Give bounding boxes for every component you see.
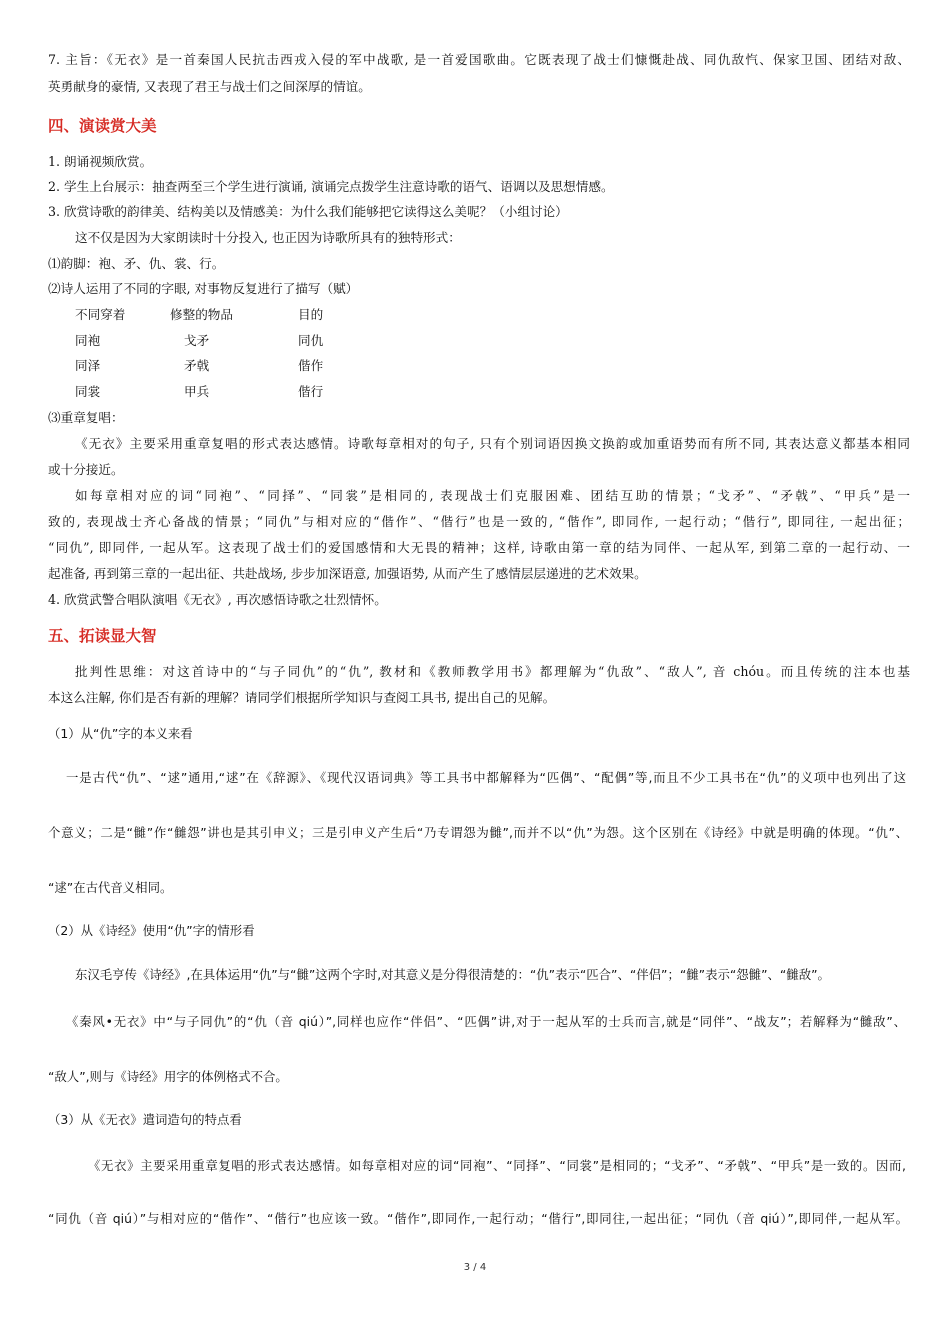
repetition-intro: ⑵诗人运用了不同的字眼, 对事物反复进行了描写（赋） bbox=[48, 281, 359, 296]
point-3-title: （3）从《无衣》遣词造句的特点看 bbox=[48, 1112, 242, 1127]
section-4-item-2: 2. 学生上台展示：抽查两至三个学生进行演诵, 演诵完点拨学生注意诗歌的语气、语调以及思想情感。 bbox=[48, 179, 614, 194]
refrain-paragraph-2-line-2: 致的, 表现战士齐心备战的情景；“同仇”与相对应的“偕作”、“偕行”也是一致的, “偕作”, 即同作, 一起行动；“偕行”, 即同往, 一起出征； bbox=[48, 514, 910, 529]
table-cell: 同裳 bbox=[75, 384, 101, 399]
theme-paragraph-line-2: 英勇献身的豪情, 又表现了君王与战士们之间深厚的情谊。 bbox=[48, 79, 371, 94]
table-header-clothing: 不同穿着 bbox=[75, 307, 126, 322]
point-1-line-3: “逑”在古代音义相同。 bbox=[48, 880, 173, 895]
refrain-paragraph-1-line-2: 或十分接近。 bbox=[48, 462, 124, 477]
rhyme-line: ⑴韵脚：袍、矛、仇、裳、行。 bbox=[48, 256, 225, 271]
table-cell: 同袍 bbox=[75, 333, 101, 348]
point-2-title: （2）从《诗经》使用“仇”字的情形看 bbox=[48, 923, 255, 938]
section-4-heading: 四、演读赏大美 bbox=[48, 117, 157, 135]
table-cell: 偕行 bbox=[298, 384, 324, 399]
section-4-form-intro: 这不仅是因为大家朗读时十分投入, 也正因为诗歌所具有的独特形式： bbox=[75, 230, 461, 245]
point-2-line-3: “敌人”,则与《诗经》用字的体例格式不合。 bbox=[48, 1069, 288, 1084]
table-header-items: 修整的物品 bbox=[170, 307, 233, 322]
table-cell: 偕作 bbox=[298, 358, 324, 373]
table-header-purpose: 目的 bbox=[298, 307, 324, 322]
refrain-title: ⑶重章复唱： bbox=[48, 410, 124, 425]
refrain-paragraph-2-line-1: 如每章相对应的词“同袍”、“同择”、“同裳”是相同的, 表现战士们克服困难、团结互助的情景；“戈矛”、“矛戟”、“甲兵”是一 bbox=[75, 488, 910, 503]
section-4-item-1: 1. 朗诵视频欣赏。 bbox=[48, 154, 153, 169]
table-cell: 戈矛 bbox=[184, 333, 210, 348]
section-4-item-4: 4. 欣赏武警合唱队演唱《无衣》, 再次感悟诗歌之壮烈情怀。 bbox=[48, 592, 387, 607]
point-3-line-1: 《无衣》主要采用重章复唱的形式表达感情。如每章相对应的词“同袍”、“同择”、“同裳”是相同的；“戈矛”、“矛戟”、“甲兵”是一致的。因而, bbox=[88, 1158, 906, 1173]
critical-thinking-line-1: 批判性思维：对这首诗中的“与子同仇”的“仇”, 教材和《教师教学用书》都理解为“仇敌”、“敌人”, 音 chóu。而且传统的注本也基 bbox=[75, 664, 910, 679]
point-1-line-2: 个意义；二是“雠”作“雠怨”讲也是其引申义；三是引申义产生后“乃专谓怨为雠”,而并不以“仇”为怨。这个区别在《诗经》中就是明确的体现。“仇”、 bbox=[48, 825, 908, 840]
point-2-line-2: 《秦风•无衣》中“与子同仇”的“仇（音 qiú）”,同样也应作“伴侣”、“匹偶”讲,对于一起从军的士兵而言,就是“同伴”、“战友”；若解释为“雠敌”、 bbox=[66, 1014, 906, 1029]
refrain-paragraph-1-line-1: 《无衣》主要采用重章复唱的形式表达感情。诗歌每章相对的句子, 只有个别词语因换文换韵或加重语势而有所不同, 其表达意义都基本相同 bbox=[75, 436, 910, 451]
point-3-line-2: “同仇（音 qiú）”与相对应的“偕作”、“偕行”也应该一致。“偕作”,即同作,一起行动；“偕行”,即同往,一起出征；“同仇（音 qiú）”,即同伴,一起从军。 bbox=[48, 1211, 908, 1226]
table-cell: 同泽 bbox=[75, 358, 101, 373]
point-1-title: （1）从“仇”字的本义来看 bbox=[48, 726, 193, 741]
page-number: 3 / 4 bbox=[463, 1262, 487, 1273]
critical-thinking-line-2: 本这么注解, 你们是否有新的理解？请同学们根据所学知识与查阅工具书, 提出自己的见解。 bbox=[48, 690, 556, 705]
table-cell: 同仇 bbox=[298, 333, 324, 348]
section-5-heading: 五、拓读显大智 bbox=[48, 627, 157, 645]
section-4-item-3: 3. 欣赏诗歌的韵律美、结构美以及情感美：为什么我们能够把它读得这么美呢？（小组讨论） bbox=[48, 204, 568, 219]
refrain-paragraph-2-line-3: “同仇”, 即同伴, 一起从军。这表现了战士们的爱国感情和大无畏的精神；这样, 诗歌由第一章的结为同伴、一起从军, 到第二章的一起行动、一 bbox=[48, 540, 910, 555]
table-cell: 甲兵 bbox=[184, 384, 210, 399]
point-2-line-1: 东汉毛亨传《诗经》,在具体运用“仇”与“雠”这两个字时,对其意义是分得很清楚的：“仇”表示“匹合”、“伴侣”；“雠”表示“怨雠”、“雠敌”。 bbox=[75, 967, 830, 982]
point-1-line-1: 一是古代“仇”、“逑”通用,“逑”在《辞源》、《现代汉语词典》等工具书中都解释为“匹偶”、“配偶”等,而且不少工具书在“仇”的义项中也列出了这 bbox=[66, 770, 906, 785]
theme-paragraph-line-1: 7. 主旨：《无衣》是一首秦国人民抗击西戎入侵的军中战歌, 是一首爱国歌曲。它既表现了战士们慷慨赴战、同仇敌忾、保家卫国、团结对敌、 bbox=[48, 52, 910, 67]
table-cell: 矛戟 bbox=[184, 358, 210, 373]
refrain-paragraph-2-line-4: 起准备, 再到第三章的一起出征、共赴战场, 步步加深语意, 加强语势, 从而产生了感情层层递进的艺术效果。 bbox=[48, 566, 647, 581]
